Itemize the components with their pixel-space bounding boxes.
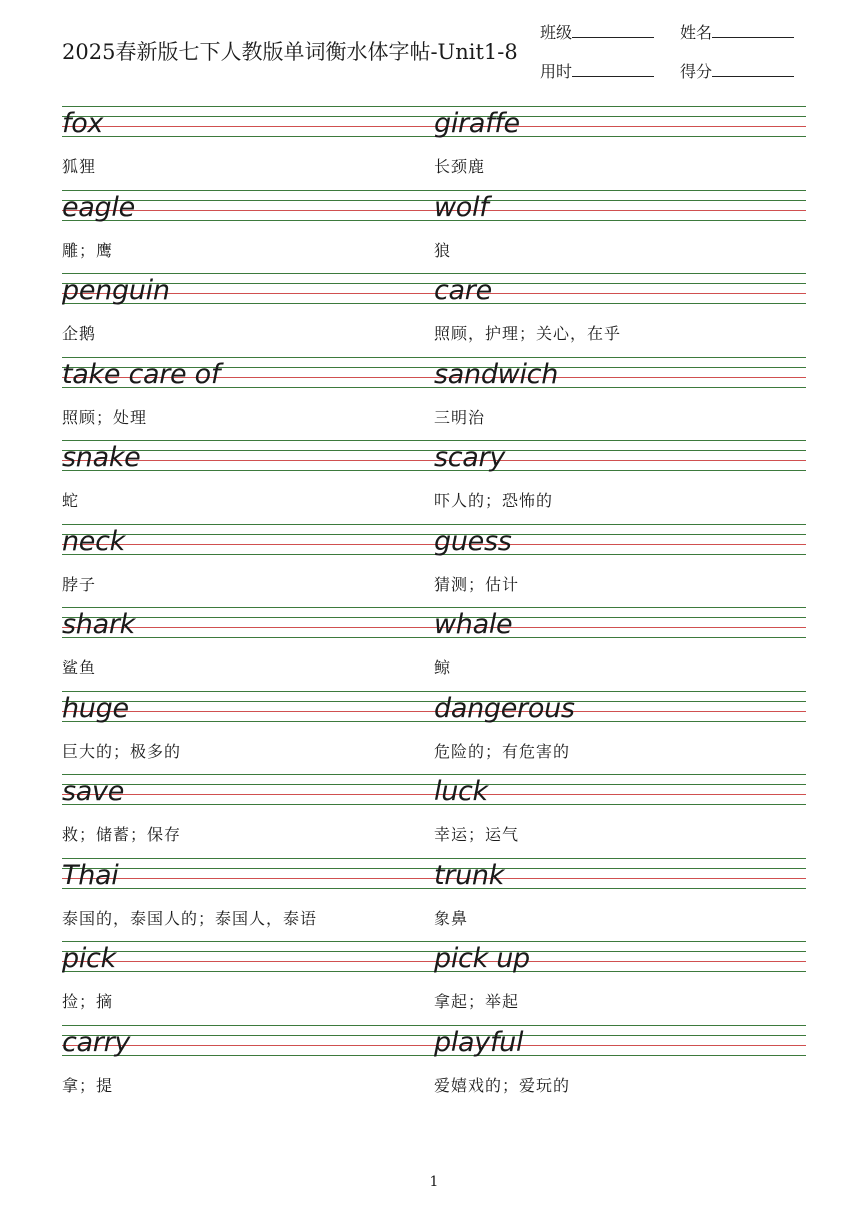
chinese-meaning: 猜测；估计 bbox=[434, 574, 520, 594]
name-label: 姓名 bbox=[680, 23, 713, 42]
vocabulary-list bbox=[62, 106, 806, 1108]
chinese-meaning: 幸运；运气 bbox=[434, 825, 520, 844]
score-field bbox=[680, 59, 794, 82]
class-field bbox=[540, 20, 654, 43]
chinese-meaning: 企鹅 bbox=[62, 324, 97, 343]
time-blank bbox=[572, 63, 654, 77]
vocab-row bbox=[62, 440, 806, 524]
english-word: dangerous bbox=[434, 692, 575, 724]
chinese-meaning: 三明治 bbox=[434, 407, 486, 427]
chinese-meaning: 狐狸 bbox=[62, 157, 97, 176]
chinese-meaning: 照顾，护理；关心，在乎 bbox=[434, 324, 622, 343]
class-label: 班级 bbox=[540, 23, 573, 42]
vocab-row bbox=[62, 691, 806, 775]
page-number: 1 bbox=[429, 1174, 439, 1190]
vocab-row bbox=[62, 774, 806, 858]
chinese-meaning: 鲨鱼 bbox=[62, 658, 97, 677]
class-blank bbox=[572, 24, 654, 38]
chinese-meaning: 危险的；有危害的 bbox=[434, 741, 571, 761]
name-field bbox=[680, 20, 794, 43]
english-word: care bbox=[434, 275, 492, 306]
english-word: carry bbox=[62, 1026, 131, 1058]
chinese-meaning: 爱嬉戏的；爱玩的 bbox=[434, 1075, 571, 1095]
time-label: 用时 bbox=[540, 62, 573, 81]
english-word: take care of bbox=[62, 358, 221, 390]
english-word: fox bbox=[62, 108, 104, 139]
english-word: playful bbox=[434, 1026, 524, 1058]
chinese-meaning: 蛇 bbox=[62, 491, 80, 510]
english-word: whale bbox=[434, 609, 513, 640]
chinese-meaning: 长颈鹿 bbox=[434, 157, 486, 176]
time-field bbox=[540, 59, 654, 82]
vocab-row bbox=[62, 1025, 806, 1109]
vocab-row bbox=[62, 524, 806, 608]
english-word: eagle bbox=[62, 191, 135, 223]
english-word: snake bbox=[62, 442, 141, 473]
chinese-meaning: 鲸 bbox=[434, 658, 452, 677]
english-word: pick bbox=[62, 943, 116, 974]
english-word: huge bbox=[62, 692, 129, 724]
english-word: save bbox=[62, 776, 125, 807]
name-blank bbox=[712, 24, 794, 38]
chinese-meaning: 吓人的；恐怖的 bbox=[434, 491, 554, 510]
english-word: wolf bbox=[434, 191, 489, 223]
english-word: trunk bbox=[434, 859, 505, 891]
vocab-row bbox=[62, 106, 806, 190]
vocab-row bbox=[62, 357, 806, 441]
chinese-meaning: 巨大的；极多的 bbox=[62, 741, 182, 761]
english-word: pick up bbox=[434, 943, 530, 974]
score-blank bbox=[712, 63, 794, 77]
english-word: neck bbox=[62, 525, 126, 557]
english-word: shark bbox=[62, 609, 135, 640]
english-word: scary bbox=[434, 442, 506, 473]
vocab-row bbox=[62, 607, 806, 691]
chinese-meaning: 象鼻 bbox=[434, 908, 469, 928]
vocab-row bbox=[62, 858, 806, 942]
chinese-meaning: 救；储蓄；保存 bbox=[62, 825, 182, 844]
vocab-row bbox=[62, 273, 806, 357]
english-word: sandwich bbox=[434, 358, 559, 390]
english-word: penguin bbox=[62, 275, 170, 306]
english-word: guess bbox=[434, 525, 512, 557]
english-word: giraffe bbox=[434, 108, 520, 139]
chinese-meaning: 脖子 bbox=[62, 574, 97, 594]
chinese-meaning: 狼 bbox=[434, 240, 452, 260]
chinese-meaning: 雕；鹰 bbox=[62, 240, 114, 260]
page-title: 2025春新版七下人教版单词衡水体字帖-Unit1-8 bbox=[62, 40, 518, 64]
chinese-meaning: 拿；提 bbox=[62, 1075, 114, 1095]
chinese-meaning: 拿起；举起 bbox=[434, 992, 520, 1011]
vocab-row bbox=[62, 941, 806, 1025]
chinese-meaning: 泰国的，泰国人的；泰国人，泰语 bbox=[62, 908, 318, 928]
vocab-row bbox=[62, 190, 806, 274]
chinese-meaning: 照顾；处理 bbox=[62, 407, 148, 427]
english-word: Thai bbox=[62, 859, 119, 891]
english-word: luck bbox=[434, 776, 488, 807]
chinese-meaning: 捡；摘 bbox=[62, 992, 114, 1011]
score-label: 得分 bbox=[680, 62, 713, 81]
